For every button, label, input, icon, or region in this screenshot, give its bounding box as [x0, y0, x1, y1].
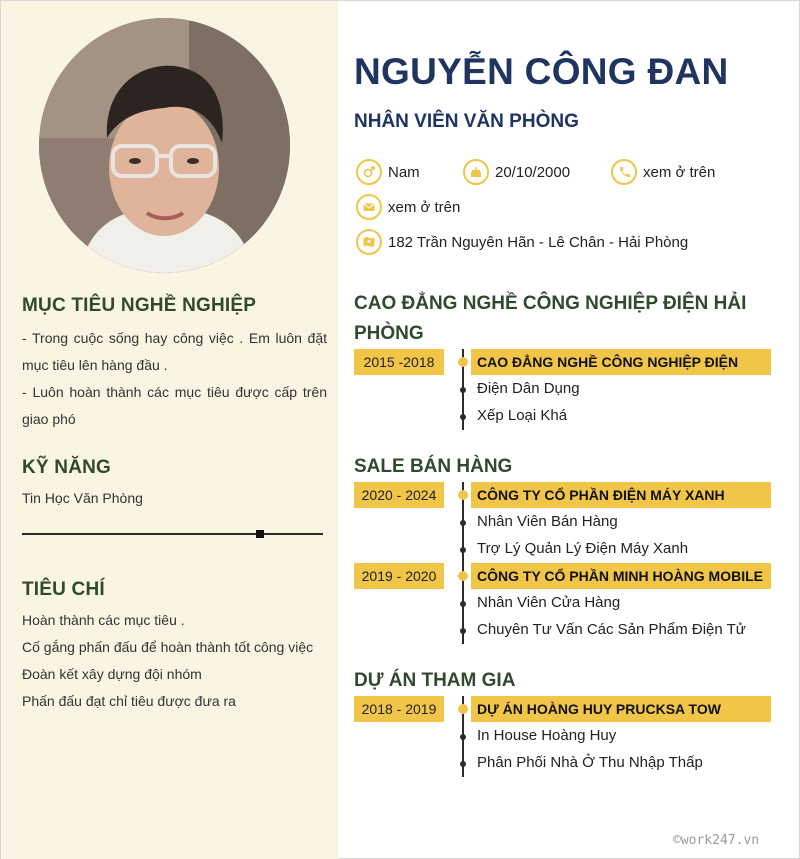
- envelope-icon: [356, 194, 382, 220]
- email-info: [356, 194, 460, 220]
- projects-title: DỰ ÁN THAM GIA: [354, 670, 516, 691]
- bullet-dot: [460, 414, 466, 420]
- gender-icon: [356, 159, 382, 185]
- map-icon: [356, 229, 382, 255]
- objective-text: [22, 325, 327, 433]
- timeline-dot: [458, 704, 468, 714]
- birthdate-info: [463, 159, 570, 185]
- detail-item: Chuyên Tư Vấn Các Sản Phẩm Điện Tử: [477, 621, 746, 638]
- timeline-dot: [458, 490, 468, 500]
- criteria-item: Đoàn kết xây dựng đội nhóm: [22, 666, 202, 682]
- org-name: DỰ ÁN HOÀNG HUY PRUCKSA TOW: [471, 696, 771, 722]
- gender-value: Nam: [388, 163, 420, 181]
- detail-item: Xếp Loại Khá: [477, 407, 568, 424]
- criteria-list: [22, 607, 327, 715]
- criteria-item: Cố gắng phấn đấu để hoàn thành tốt công việc: [22, 639, 314, 655]
- detail-item: In House Hoàng Huy: [477, 727, 617, 744]
- bullet-dot: [460, 601, 466, 607]
- skill-level-marker: [256, 530, 264, 538]
- bullet-dot: [460, 761, 466, 767]
- experience-title: SALE BÁN HÀNG: [354, 456, 513, 477]
- bullet-dot: [460, 547, 466, 553]
- bullet-dot: [460, 734, 466, 740]
- education-title: CAO ĐẲNG NGHỀ CÔNG NGHIỆP ĐIỆN HẢI PHÒNG: [354, 293, 747, 344]
- period-badge: 2019 - 2020: [354, 563, 444, 589]
- detail-item: Điện Dân Dụng: [477, 380, 580, 397]
- detail-item: Phân Phối Nhà Ở Thu Nhập Thấp: [477, 754, 703, 771]
- address-info: [356, 229, 688, 255]
- avatar-photo: [39, 18, 290, 273]
- bullet-dot: [460, 520, 466, 526]
- detail-item: Trợ Lý Quản Lý Điện Máy Xanh: [477, 540, 689, 557]
- bullet-dot: [460, 628, 466, 634]
- phone-value: xem ở trên: [643, 163, 716, 181]
- detail-item: Nhân Viên Bán Hàng: [477, 513, 618, 530]
- email-value: xem ở trên: [388, 198, 461, 216]
- full-name: NGUYỄN CÔNG ĐAN: [354, 51, 729, 92]
- period-badge: 2018 - 2019: [354, 696, 444, 722]
- cake-icon: [463, 159, 489, 185]
- period-badge: 2020 - 2024: [354, 482, 444, 508]
- org-name: CAO ĐẲNG NGHỀ CÔNG NGHIỆP ĐIỆN: [471, 349, 771, 375]
- period-badge: 2015 -2018: [354, 349, 444, 375]
- skill-level-track: [22, 533, 323, 535]
- birthdate-value: 20/10/2000: [495, 163, 571, 181]
- phone-icon: [611, 159, 637, 185]
- skill-name: Tin Học Văn Phòng: [22, 490, 143, 506]
- avatar: [39, 18, 290, 273]
- objective-title: MỤC TIÊU NGHỀ NGHIỆP: [22, 295, 257, 316]
- org-name: CÔNG TY CỔ PHẦN MINH HOÀNG MOBILE: [471, 563, 771, 589]
- criteria-item: Phấn đấu đạt chỉ tiêu được đưa ra: [22, 693, 236, 709]
- org-name: CÔNG TY CỔ PHẦN ĐIỆN MÁY XANH: [471, 482, 771, 508]
- detail-item: Nhân Viên Cửa Hàng: [477, 594, 621, 611]
- objective-line: - Luôn hoàn thành các mục tiêu được cấp trên giao phó: [22, 384, 327, 427]
- phone-info: [611, 159, 715, 185]
- objective-line: - Trong cuộc sống hay công việc . Em luôn đặt mục tiêu lên hàng đầu .: [22, 330, 327, 373]
- address-value: 182 Trần Nguyên Hãn - Lê Chân - Hải Phòng: [388, 233, 689, 251]
- skills-title: KỸ NĂNG: [22, 457, 112, 478]
- criteria-title: TIÊU CHÍ: [22, 579, 105, 600]
- job-title: NHÂN VIÊN VĂN PHÒNG: [354, 111, 579, 132]
- criteria-item: Hoàn thành các mục tiêu .: [22, 612, 185, 628]
- watermark: ©work247.vn: [673, 833, 760, 848]
- gender-info: [356, 159, 420, 185]
- timeline-dot: [458, 571, 468, 581]
- sidebar: [1, 1, 338, 859]
- bullet-dot: [460, 387, 466, 393]
- timeline-dot: [458, 357, 468, 367]
